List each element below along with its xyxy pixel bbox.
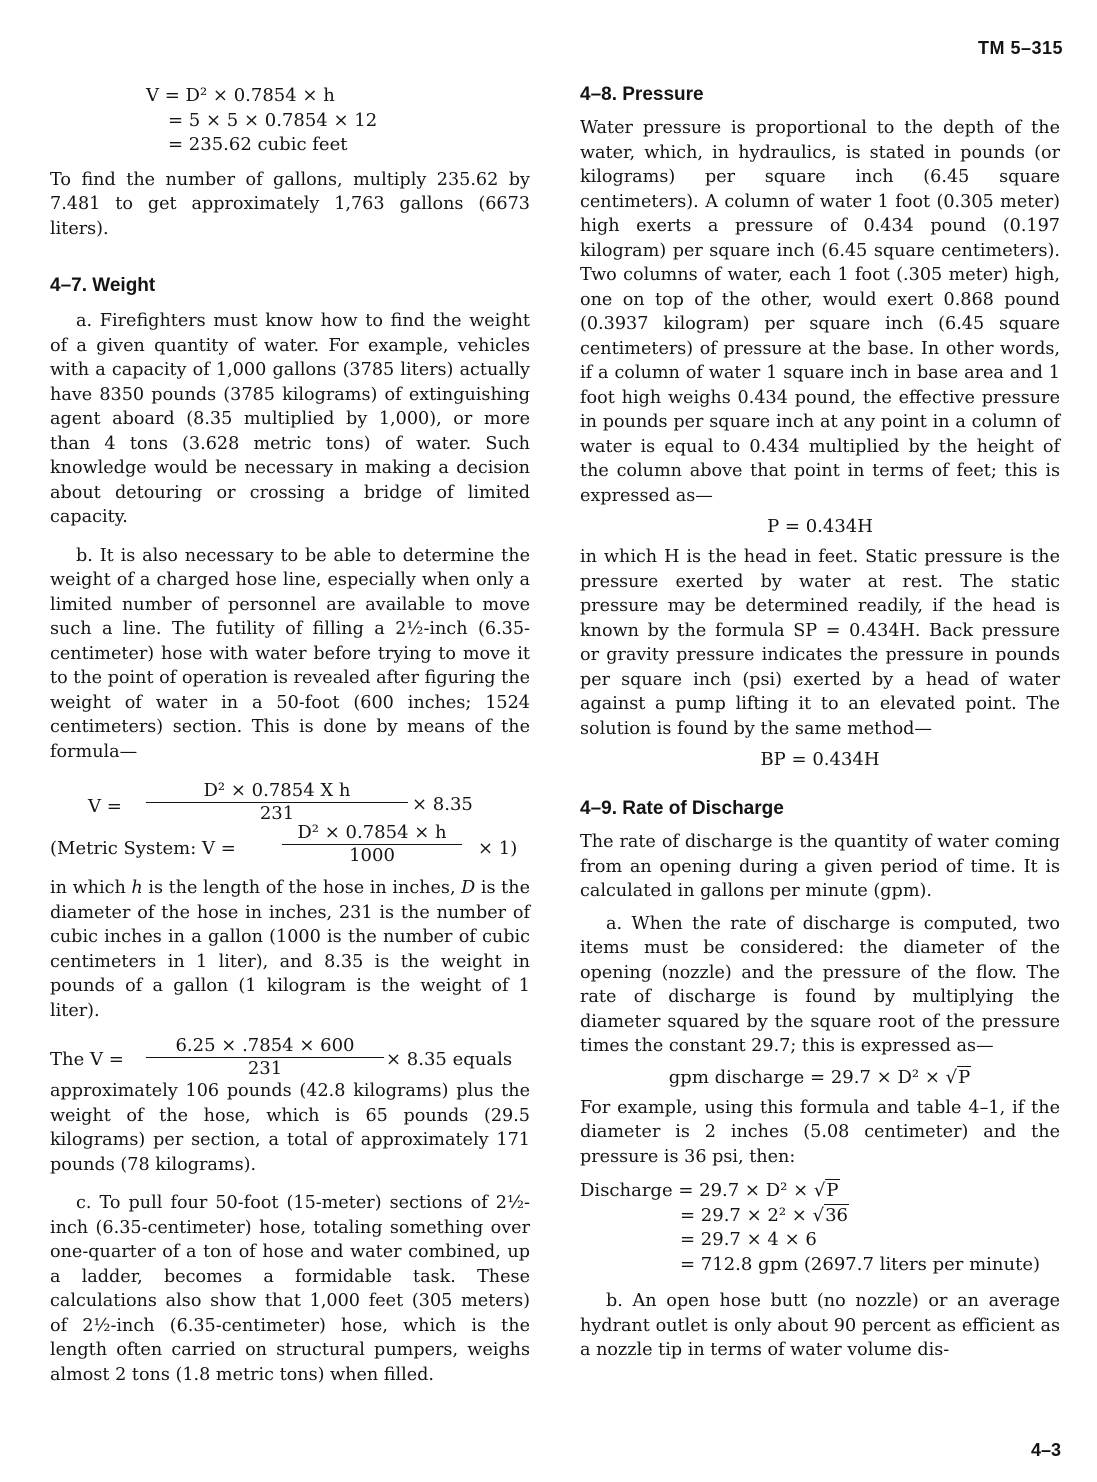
document-id: TM 5–315 — [977, 38, 1063, 58]
weight-para-c: c. To pull four 50-foot (15-meter) sections of 2½-inch (6.35-centimeter) hose, totaling something over one-quarter of a ton of hose and water combined, up a ladder, becomes a formidable task. These calculations also show that 1,000 feet (305 meters) of 2½-inch (6.35-centimeter) hose, which is the length often carried on structural pumpers, weighs almost 2 tons (1.8 metric tons) when filled. — [50, 1193, 530, 1385]
right-column — [580, 84, 1060, 1363]
pressure-equation: P = 0.434H — [767, 516, 873, 537]
formula2-denominator: 1000 — [349, 845, 395, 866]
static-pressure-paragraph: in which H is the head in feet. Static pressure is the pressure exerted by water at rest. The static pressure may be determined readily, if the head is known by the formula SP = 0.434H. Back pressure or gravity pressure indicates the pressure in pounds per square inch (psi) exerted by a head of water against a pump lifting it to an elevated point. The solution is found by the same method— — [580, 547, 1060, 739]
formula3-denominator: 231 — [247, 1058, 283, 1079]
formula2-numerator: D² × 0.7854 × h — [282, 822, 462, 845]
volume-eq-line1: V = D² × 0.7854 × h — [146, 85, 335, 106]
formula3-rhs: × 8.35 equals — [386, 1049, 513, 1070]
formula3-lhs: The V = — [50, 1049, 124, 1070]
formula1-denominator: 231 — [259, 803, 295, 824]
discharge-paragraph: The rate of discharge is the quantity of water coming from an opening during a given period of time. It is calculated in gallons per minute (gpm). — [580, 832, 1060, 901]
volume-equation — [146, 84, 530, 158]
page-number: 4–3 — [1030, 1440, 1061, 1460]
formula1-lhs: V = — [88, 796, 122, 817]
weight-heading: 4–7. Weight — [50, 275, 156, 296]
formula2-fraction — [282, 822, 462, 867]
formula1-numerator: D² × 0.7854 X h — [146, 780, 408, 803]
formula3-fraction — [146, 1035, 384, 1080]
gallons-paragraph: To find the number of gallons, multiply 235.62 by 7.481 to get approximately 1,763 gallons (6673 liters). — [50, 169, 530, 239]
discharge-para-a: a. When the rate of discharge is computed, two items must be considered: the diameter of the opening (nozzle) and the pressure of the flow. The rate of discharge is found by multiplying the diameter squared by the square root of the pressure times the constant 29.7; this is expressed as— — [580, 913, 1060, 1056]
hose-weight-formula — [50, 1037, 530, 1077]
definitions-paragraph: in which h is the length of the hose in inches, D is the diameter of the hose in inches, 231 is the number of cubic inches in a gallon (1000 is the number of cubic centimeters in 1 liter), and 8.35 is the weight in pounds of a gallon (1 kilogram is the weight of 1 liter). — [50, 878, 530, 1021]
pressure-paragraph: Water pressure is proportional to the depth of the water, which, in hydraulics, is stated in pounds (or kilograms) per square inch (6.45 square centimeters). A column of water 1 foot (0.305 meter) high exerts a pressure of 0.434 pound (0.197 kilogram) per square inch (6.45 square centimeters). Two columns of water, each 1 foot (.305 meter) high, one on top of the other, would exert 0.868 pound (0.3937 kilogram) per square inch (6.45 square centimeters) of pressure at the base. In other words, if a column of water 1 square inch in base area and 1 foot high weighs 0.434 pound, the effective pressure in pounds per square inch at any point in a column of water is equal to 0.434 multiplied by the height of the column above that point in terms of feet; this is expressed as— — [580, 118, 1060, 506]
calc-line1: Discharge = 29.7 × D² × √P — [580, 1180, 839, 1201]
formula1-rhs: × 8.35 — [412, 794, 473, 815]
weight-para-b: b. It is also necessary to be able to determine the weight of a charged hose line, especially when only a limited number of personnel are available to move such a line. The futility of filling a 2½-inch (6.35-centimeter) hose with water before trying to move it to the point of operation is revealed after figuring the weight of water in a 50-foot (600 inches; 1524 centimeters) section. This is done by means of the formula— — [50, 545, 530, 762]
volume-eq-line3: = 235.62 cubic feet — [168, 134, 348, 155]
back-pressure-equation: BP = 0.434H — [760, 749, 880, 770]
formula1-fraction — [146, 780, 408, 825]
result-paragraph: approximately 106 pounds (42.8 kilograms) plus the weight of the hose, which is 65 pounds (29.5 kilograms) per section, a total of approximately 171 pounds (78 kilograms). — [50, 1081, 530, 1175]
formula3-numerator: 6.25 × .7854 × 600 — [146, 1035, 384, 1058]
calc-line4: = 712.8 gpm (2697.7 liters per minute) — [680, 1253, 1040, 1275]
gpm-eq-prefix: gpm discharge = 29.7 × D² × √ — [668, 1066, 958, 1088]
discharge-heading: 4–9. Rate of Discharge — [580, 798, 784, 819]
example-paragraph: For example, using this formula and table 4–1, if the diameter is 2 inches (5.08 centimeter) and the pressure is 36 psi, then: — [580, 1097, 1060, 1167]
calc-line3: = 29.7 × 4 × 6 — [680, 1229, 817, 1250]
metric-formula — [50, 822, 530, 866]
discharge-para-b: b. An open hose butt (no nozzle) or an average hydrant outlet is only about 90 percent as efficient as a nozzle tip in terms of water volume dis- — [580, 1291, 1060, 1360]
calc-line2: = 29.7 × 2² × √36 — [680, 1204, 848, 1226]
gpm-equation — [580, 1067, 1060, 1088]
formula2-lhs: (Metric System: V = — [50, 838, 236, 859]
gpm-eq-radicand: P — [958, 1066, 971, 1088]
volume-eq-line2: = 5 × 5 × 0.7854 × 12 — [168, 109, 378, 131]
pressure-heading: 4–8. Pressure — [580, 84, 704, 105]
formula2-rhs: × 1) — [478, 838, 518, 859]
weight-para-a: a. Firefighters must know how to find the weight of a given quantity of water. For example, vehicles with a capacity of 1,000 gallons (3785 liters) actually have 8350 pounds (3785 kilograms) of extinguishing agent aboard (8.35 multiplied by 1,000), or more than 4 tons (3.628 metric tons) of water. Such knowledge would be necessary in making a decision about detouring or crossing a bridge of limited capacity. — [50, 311, 530, 527]
discharge-calculation — [580, 1179, 1060, 1277]
weight-formula — [50, 780, 530, 824]
left-column — [50, 84, 530, 1387]
